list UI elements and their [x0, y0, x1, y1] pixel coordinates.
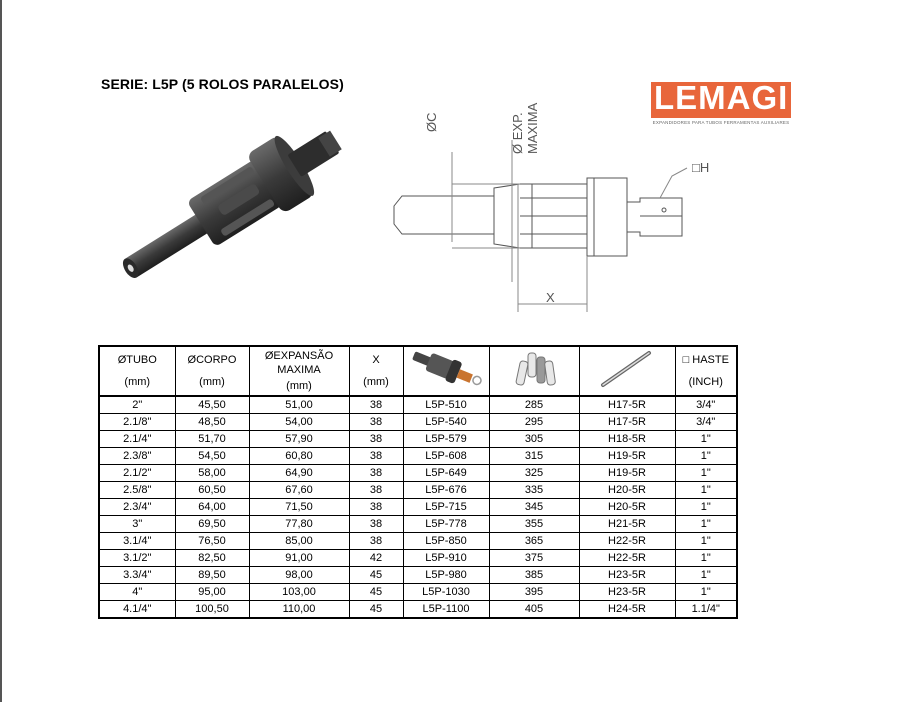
table-row: [99, 516, 737, 533]
cell-expansao: 60,80: [249, 448, 349, 465]
table-row: [99, 465, 737, 482]
cell-code: L5P-980: [403, 567, 489, 584]
cell-corpo: 45,50: [175, 396, 249, 414]
cell-tubo: 3.1/2": [99, 550, 175, 567]
cell-x: 38: [349, 499, 403, 516]
technical-drawing: [382, 92, 742, 324]
rollers-icon: [489, 346, 579, 396]
cell-haste: 3/4": [675, 396, 737, 414]
table-row: [99, 448, 737, 465]
cell-haste: 3/4": [675, 414, 737, 431]
cell-haste: 1": [675, 465, 737, 482]
cell-x: 45: [349, 601, 403, 619]
cell-rollers: 305: [489, 431, 579, 448]
cell-corpo: 69,50: [175, 516, 249, 533]
cell-haste: 1": [675, 431, 737, 448]
dim-label-exp-maxima: Ø EXP. MAXIMA: [510, 102, 540, 154]
cell-haste: 1": [675, 448, 737, 465]
page-edge-rule: [0, 0, 2, 702]
cell-rollers: 315: [489, 448, 579, 465]
cell-tubo: 4": [99, 584, 175, 601]
series-title: SERIE: L5P (5 ROLOS PARALELOS): [101, 76, 344, 92]
cell-code: L5P-608: [403, 448, 489, 465]
cell-corpo: 48,50: [175, 414, 249, 431]
cell-x: 38: [349, 448, 403, 465]
cell-code: L5P-510: [403, 396, 489, 414]
cell-expansao: 67,60: [249, 482, 349, 499]
dim-label-c: ØC: [424, 112, 439, 132]
expander-photo-icon: [403, 346, 489, 396]
cell-code: L5P-579: [403, 431, 489, 448]
cell-rollers: 355: [489, 516, 579, 533]
cell-tubo: 2.5/8": [99, 482, 175, 499]
cell-expansao: 85,00: [249, 533, 349, 550]
table-row: [99, 601, 737, 619]
cell-x: 38: [349, 465, 403, 482]
col-header-tubo: ØTUBO (mm): [99, 346, 175, 396]
cell-tubo: 2": [99, 396, 175, 414]
cell-tubo: 3.1/4": [99, 533, 175, 550]
cell-tubo: 3": [99, 516, 175, 533]
cell-mandrel: H18-5R: [579, 431, 675, 448]
cell-tubo: 2.1/8": [99, 414, 175, 431]
cell-code: L5P-1030: [403, 584, 489, 601]
cell-rollers: 325: [489, 465, 579, 482]
cell-x: 45: [349, 567, 403, 584]
cell-rollers: 395: [489, 584, 579, 601]
cell-tubo: 2.3/8": [99, 448, 175, 465]
cell-mandrel: H17-5R: [579, 414, 675, 431]
cell-code: L5P-676: [403, 482, 489, 499]
cell-rollers: 345: [489, 499, 579, 516]
cell-mandrel: H22-5R: [579, 533, 675, 550]
cell-corpo: 60,50: [175, 482, 249, 499]
cell-expansao: 54,00: [249, 414, 349, 431]
table-row: [99, 431, 737, 448]
cell-corpo: 82,50: [175, 550, 249, 567]
cell-x: 42: [349, 550, 403, 567]
dim-label-x: X: [546, 290, 555, 305]
cell-code: L5P-1100: [403, 601, 489, 619]
cell-expansao: 71,50: [249, 499, 349, 516]
cell-rollers: 365: [489, 533, 579, 550]
cell-haste: 1.1/4": [675, 601, 737, 619]
cell-haste: 1": [675, 516, 737, 533]
cell-tubo: 2.1/2": [99, 465, 175, 482]
cell-expansao: 91,00: [249, 550, 349, 567]
cell-rollers: 385: [489, 567, 579, 584]
cell-corpo: 76,50: [175, 533, 249, 550]
cell-corpo: 58,00: [175, 465, 249, 482]
cell-x: 38: [349, 414, 403, 431]
cell-mandrel: H23-5R: [579, 567, 675, 584]
cell-expansao: 57,90: [249, 431, 349, 448]
cell-corpo: 95,00: [175, 584, 249, 601]
cell-mandrel: H24-5R: [579, 601, 675, 619]
cell-x: 38: [349, 516, 403, 533]
cell-x: 38: [349, 482, 403, 499]
table-row: [99, 414, 737, 431]
cell-rollers: 335: [489, 482, 579, 499]
cell-rollers: 285: [489, 396, 579, 414]
cell-x: 38: [349, 431, 403, 448]
cell-tubo: 3.3/4": [99, 567, 175, 584]
cell-rollers: 405: [489, 601, 579, 619]
cell-rollers: 375: [489, 550, 579, 567]
cell-expansao: 77,80: [249, 516, 349, 533]
table-row: [99, 567, 737, 584]
table-row: [99, 550, 737, 567]
cell-code: L5P-540: [403, 414, 489, 431]
col-header-corpo: ØCORPO (mm): [175, 346, 249, 396]
cell-x: 38: [349, 533, 403, 550]
col-header-expansao: ØEXPANSÃO MAXIMA (mm): [249, 346, 349, 396]
spec-table: [98, 345, 738, 619]
table-row: [99, 584, 737, 601]
cell-corpo: 51,70: [175, 431, 249, 448]
cell-expansao: 64,90: [249, 465, 349, 482]
cell-mandrel: H19-5R: [579, 448, 675, 465]
cell-expansao: 98,00: [249, 567, 349, 584]
cell-tubo: 4.1/4": [99, 601, 175, 619]
cell-haste: 1": [675, 499, 737, 516]
cell-mandrel: H23-5R: [579, 584, 675, 601]
table-row: [99, 482, 737, 499]
cell-haste: 1": [675, 584, 737, 601]
expander-product-image: [100, 118, 370, 288]
cell-haste: 1": [675, 533, 737, 550]
cell-expansao: 103,00: [249, 584, 349, 601]
table-row: [99, 533, 737, 550]
cell-code: L5P-715: [403, 499, 489, 516]
cell-code: L5P-649: [403, 465, 489, 482]
mandrel-icon: [579, 346, 675, 396]
cell-tubo: 2.1/4": [99, 431, 175, 448]
cell-haste: 1": [675, 567, 737, 584]
cell-corpo: 100,50: [175, 601, 249, 619]
cell-code: L5P-850: [403, 533, 489, 550]
cell-corpo: 89,50: [175, 567, 249, 584]
cell-tubo: 2.3/4": [99, 499, 175, 516]
table-row: [99, 499, 737, 516]
cell-mandrel: H20-5R: [579, 499, 675, 516]
cell-code: L5P-910: [403, 550, 489, 567]
cell-x: 45: [349, 584, 403, 601]
col-header-x: X (mm): [349, 346, 403, 396]
table-row: [99, 396, 737, 414]
logo-tagline: EXPANDIDORES PARA TUBOS FERRAMENTAS AUXILIARES: [652, 120, 790, 125]
cell-mandrel: H20-5R: [579, 482, 675, 499]
logo-wordmark: LEMAGI: [654, 79, 789, 116]
cell-haste: 1": [675, 550, 737, 567]
cell-haste: 1": [675, 482, 737, 499]
cell-x: 38: [349, 396, 403, 414]
cell-expansao: 51,00: [249, 396, 349, 414]
dim-label-h: □H: [692, 160, 710, 175]
cell-mandrel: H17-5R: [579, 396, 675, 414]
table-header-row: [99, 346, 737, 396]
col-header-haste: □ HASTE (INCH): [675, 346, 737, 396]
cell-rollers: 295: [489, 414, 579, 431]
cell-corpo: 54,50: [175, 448, 249, 465]
cell-corpo: 64,00: [175, 499, 249, 516]
cell-mandrel: H22-5R: [579, 550, 675, 567]
cell-mandrel: H19-5R: [579, 465, 675, 482]
cell-mandrel: H21-5R: [579, 516, 675, 533]
cell-code: L5P-778: [403, 516, 489, 533]
cell-expansao: 110,00: [249, 601, 349, 619]
